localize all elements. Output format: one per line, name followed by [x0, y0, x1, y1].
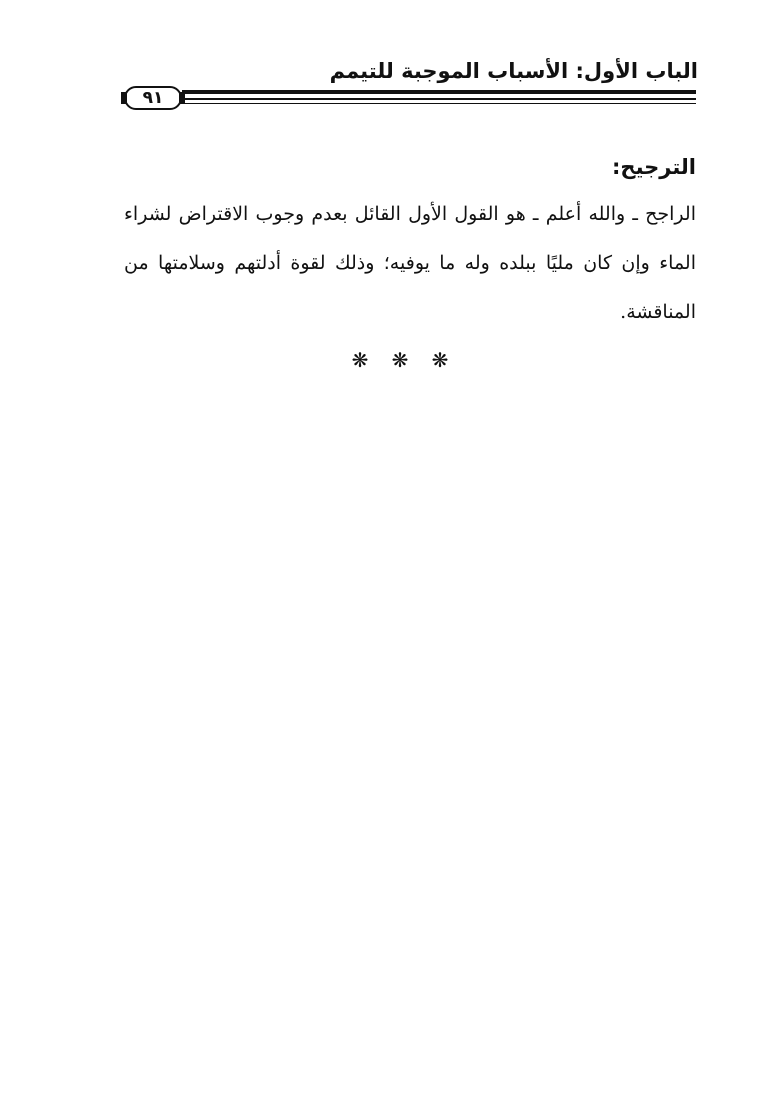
- body-line: الماء وإن كان مليًا ببلده وله ما يوفيه؛ وذلك لقوة أدلتهم وسلامتها من: [124, 252, 696, 274]
- asterisk-icon: ❋: [351, 348, 369, 372]
- section-heading: الترجيح:: [612, 155, 696, 179]
- body-line: المناقشة.: [620, 301, 696, 323]
- section-separator: [18, 348, 764, 372]
- page-number: ٩١: [142, 88, 164, 108]
- asterisk-icon: ❋: [431, 348, 449, 372]
- asterisk-icon: ❋: [391, 348, 409, 372]
- header-rule-thick: [182, 90, 696, 94]
- body-line: الراجح ـ والله أعلم ـ هو القول الأول القائل بعدم وجوب الاقتراض لشراء: [124, 203, 696, 225]
- header-rule-hairline: [182, 103, 696, 104]
- page-number-badge: [124, 86, 182, 110]
- header-rule-thin: [182, 98, 696, 100]
- running-header-title: الباب الأول: الأسباب الموجبة للتيمم: [329, 59, 698, 83]
